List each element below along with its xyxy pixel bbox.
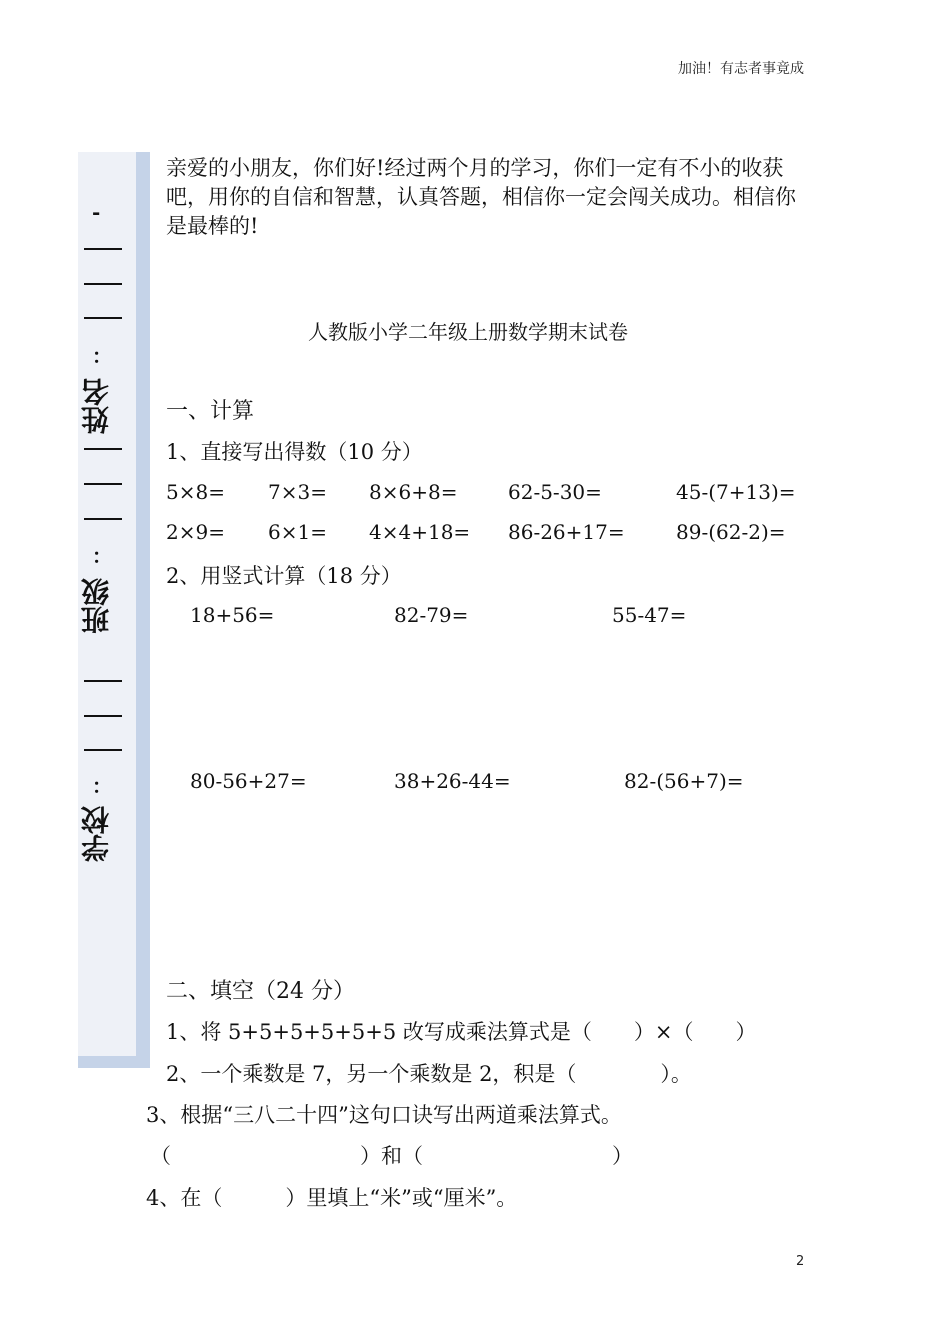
calc-item: 4×4+18= — [369, 520, 471, 544]
name-underline — [84, 248, 122, 250]
class-underline — [84, 483, 122, 485]
calc-item: 7×3= — [268, 480, 327, 504]
calc-item: 89-(62-2)= — [676, 520, 786, 544]
calc-item: 45-(7+13)= — [676, 480, 796, 504]
vertical-calc-item: 38+26-44= — [394, 769, 511, 793]
school-underline — [84, 680, 122, 682]
fill-item: （ ）和（ ） — [150, 1144, 633, 1168]
q2-heading: 2、用竖式计算（18 分） — [166, 564, 402, 588]
school-field-label: 学校 — [80, 806, 113, 862]
exam-title: 人教版小学二年级上册数学期末试卷 — [308, 320, 628, 344]
sidebar-dash-mark: - — [92, 200, 101, 224]
school-colon: ： — [92, 774, 112, 798]
class-underline — [84, 518, 122, 520]
name-underline — [84, 283, 122, 285]
class-colon: ： — [92, 544, 112, 568]
calc-item: 5×8= — [166, 480, 225, 504]
name-underline — [84, 317, 122, 319]
fill-item: 4、在（ ）里填上“米”或“厘米”。 — [146, 1186, 518, 1210]
fill-item: 3、根据“三八二十四”这句口诀写出两道乘法算式。 — [146, 1103, 622, 1127]
calc-item: 8×6+8= — [369, 480, 458, 504]
vertical-calc-item: 80-56+27= — [190, 769, 307, 793]
vertical-calc-item: 55-47= — [612, 603, 687, 627]
calc-item: 6×1= — [268, 520, 327, 544]
vertical-calc-item: 82-(56+7)= — [624, 769, 744, 793]
calc-item: 62-5-30= — [508, 480, 602, 504]
name-colon: ： — [92, 344, 112, 368]
q1-heading: 1、直接写出得数（10 分） — [166, 440, 423, 464]
vertical-calc-item: 18+56= — [190, 603, 275, 627]
class-underline — [84, 448, 122, 450]
section1-heading: 一、计算 — [166, 399, 255, 424]
vertical-calc-item: 82-79= — [394, 603, 469, 627]
fill-item: 2、一个乘数是 7，另一个乘数是 2，积是（ ）。 — [166, 1062, 692, 1086]
calc-item: 2×9= — [166, 520, 225, 544]
intro-paragraph: 亲爱的小朋友，你们好!经过两个月的学习，你们一定有不小的收获吧，用你的自信和智慧，认真答题，相信你一定会闯关成功。相信你是最棒的! — [166, 156, 796, 238]
calc-item: 86-26+17= — [508, 520, 625, 544]
name-field-label: 姓名 — [80, 378, 113, 434]
page-header: 加油！有志者事竟成 — [678, 61, 804, 77]
fill-item: 1、将 5+5+5+5+5+5 改写成乘法算式是（ ）×（ ） — [166, 1020, 757, 1044]
school-underline — [84, 749, 122, 751]
page-number: 2 — [796, 1254, 805, 1269]
class-field-label: 班级 — [80, 578, 113, 634]
school-underline — [84, 715, 122, 717]
section2-heading: 二、填空（24 分） — [166, 979, 355, 1004]
